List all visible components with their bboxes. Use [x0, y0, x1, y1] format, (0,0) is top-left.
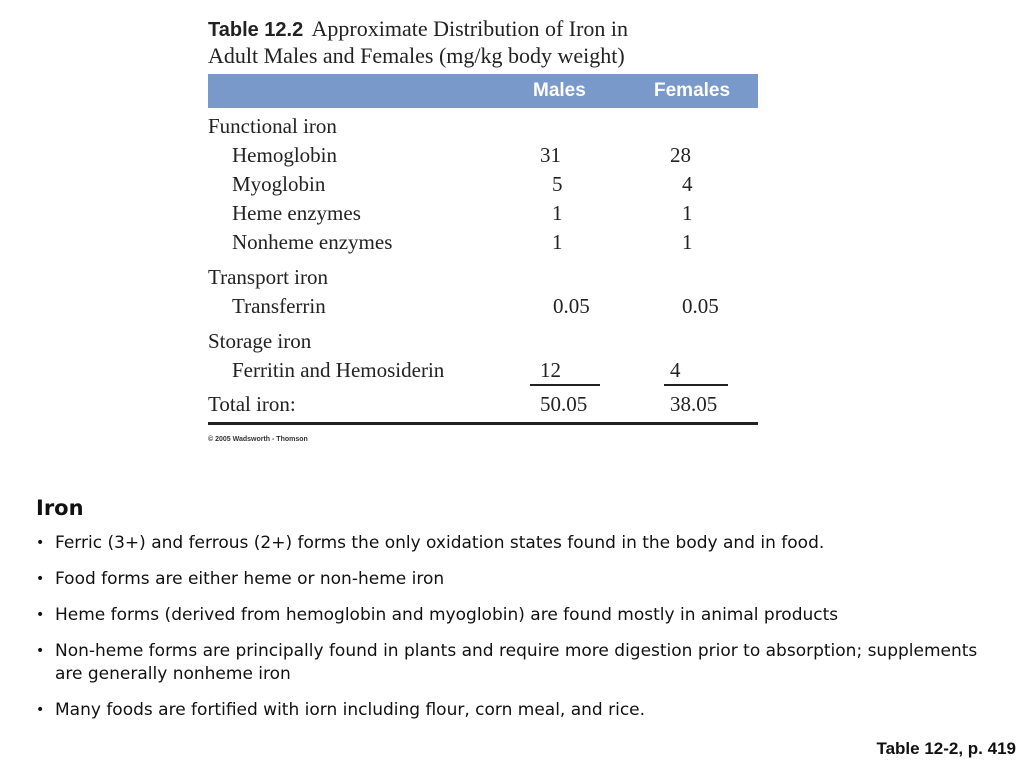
- table-number: Table 12.2: [208, 19, 304, 41]
- females-value: 4: [682, 172, 693, 196]
- section-heading: Storage iron: [208, 329, 312, 353]
- list-item-text: Many foods are fortified with iorn including flour, corn meal, and rice.: [55, 700, 646, 720]
- table-title-line2: Adult Males and Females (mg/kg body weight): [208, 43, 625, 68]
- total-label: Total iron:: [208, 392, 296, 416]
- row-label: Transferrin: [232, 294, 326, 318]
- females-value: 1: [682, 201, 693, 225]
- section-heading: Functional iron: [208, 114, 337, 138]
- table-bottom-rule: [208, 422, 758, 425]
- section-heading-row: [208, 264, 758, 290]
- table-title-line1: Approximate Distribution of Iron in: [311, 16, 629, 41]
- females-value: 28: [670, 143, 691, 167]
- total-females-value: 38.05: [670, 392, 718, 416]
- list-item: [36, 568, 996, 591]
- table-row: [208, 293, 758, 319]
- list-item: [36, 532, 996, 555]
- table-header: [208, 74, 758, 108]
- total-males-value: 50.05: [540, 392, 588, 416]
- section-heading-row: [208, 113, 758, 139]
- subtotal-underline-males: [530, 384, 600, 386]
- males-value: 1: [552, 201, 563, 225]
- column-header-females: Females: [654, 80, 731, 101]
- females-value: 0.05: [682, 294, 719, 318]
- list-item-text: Non-heme forms are principally found in plants and require more digestion prior to absorption; supplements are generally nonheme iron: [55, 641, 978, 684]
- bullet-icon: •: [36, 571, 45, 587]
- list-item: [36, 699, 996, 722]
- table-row: [208, 200, 758, 226]
- bullet-icon: •: [36, 607, 45, 623]
- list-item-text: Ferric (3+) and ferrous (2+) forms the only oxidation states found in the body and in food.: [55, 533, 825, 553]
- section-heading-row: [208, 328, 758, 354]
- copyright-notice: © 2005 Wadsworth - Thomson: [208, 436, 308, 443]
- females-value: 4: [670, 358, 681, 382]
- row-label: Heme enzymes: [232, 201, 361, 225]
- table-row: [208, 229, 758, 255]
- table-row: [208, 357, 758, 383]
- bullet-icon: •: [36, 643, 45, 659]
- notes-heading: Iron: [36, 496, 84, 520]
- table-title: [208, 16, 758, 69]
- males-value: 31: [540, 143, 561, 167]
- list-item-text: Food forms are either heme or non-heme iron: [55, 569, 445, 589]
- males-value: 12: [540, 358, 561, 382]
- row-label: Ferritin and Hemosiderin: [232, 358, 445, 382]
- females-value: 1: [682, 230, 693, 254]
- list-item: [36, 640, 996, 686]
- bullet-list: [36, 532, 996, 722]
- subtotal-underline-females: [664, 384, 728, 386]
- table-figure: [208, 16, 758, 443]
- bullet-icon: •: [36, 702, 45, 718]
- males-value: 1: [552, 230, 563, 254]
- row-label: Nonheme enzymes: [232, 230, 393, 254]
- list-item: [36, 604, 996, 627]
- source-reference: Table 12-2, p. 419: [876, 739, 1016, 758]
- table-row: [208, 171, 758, 197]
- column-header-males: Males: [533, 80, 586, 101]
- males-value: 5: [552, 172, 563, 196]
- table-row: [208, 142, 758, 168]
- section-heading: Transport iron: [208, 265, 328, 289]
- notes-section: [36, 494, 996, 735]
- total-row: [208, 391, 758, 417]
- row-label: Myoglobin: [232, 172, 326, 196]
- males-value: 0.05: [553, 294, 590, 318]
- row-label: Hemoglobin: [232, 143, 337, 167]
- list-item-text: Heme forms (derived from hemoglobin and myoglobin) are found mostly in animal products: [55, 605, 839, 625]
- bullet-icon: •: [36, 535, 45, 551]
